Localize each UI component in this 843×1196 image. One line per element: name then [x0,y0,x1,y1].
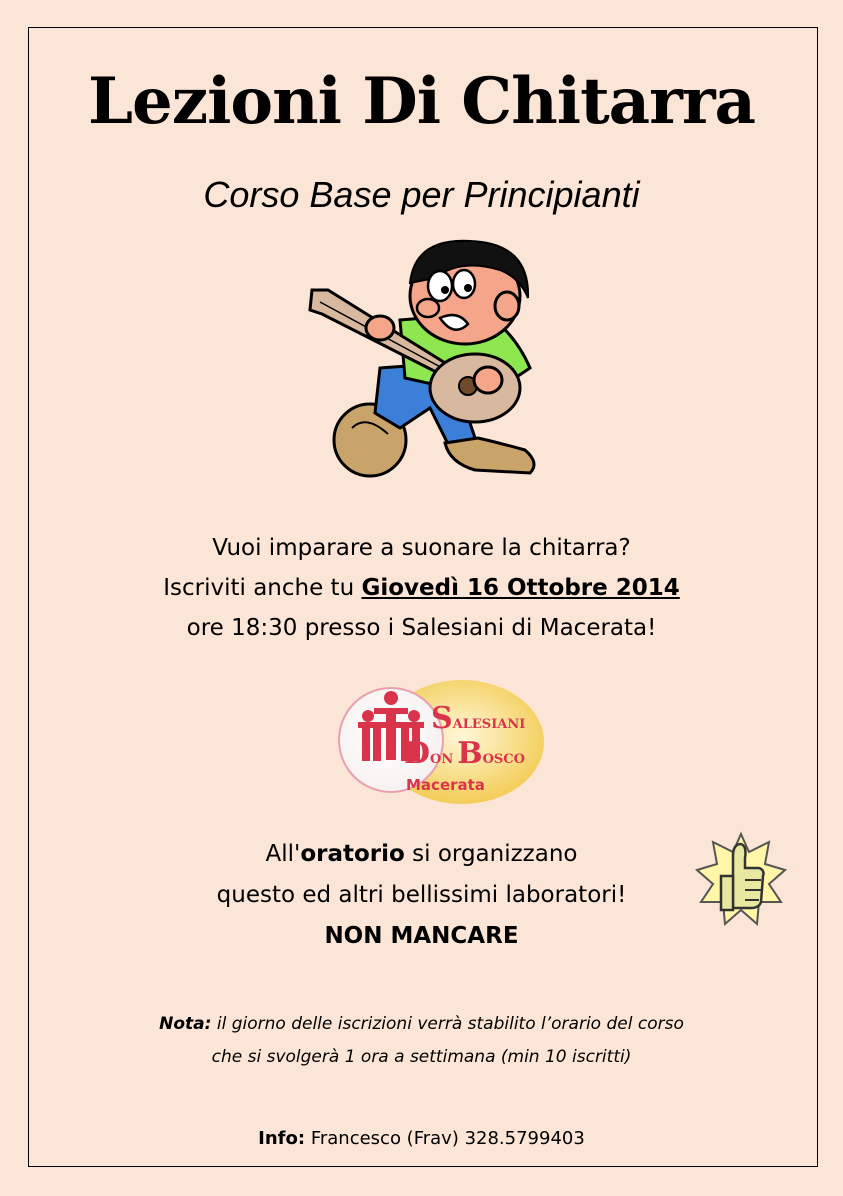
info-text [0,1124,843,1154]
note-line-1-rest: il giorno delle iscrizioni verrà stabilito l’orario del corso [211,1014,684,1034]
salesiani-logo [336,678,546,806]
svg-text:Macerata: Macerata [406,776,485,794]
svg-text:SALESIANI: SALESIANI [431,701,526,736]
thumbs-up-icon [695,826,787,930]
invite-line-3: ore 18:30 presso i Salesiani di Macerata! [186,615,657,641]
poster-subtitle: Corso Base per Principianti [203,174,640,215]
note-line-1 [0,1008,843,1041]
oratorio-suffix: si organizzano [404,841,578,867]
info-label: Info: [258,1128,306,1149]
non-mancare: NON MANCARE [324,923,519,949]
note-line-2: che si svolgerà 1 ora a settimana (min 10 iscritti) [211,1047,632,1067]
note-label: Nota: [159,1014,212,1034]
invite-line-2-prefix: Iscriviti anche tu [163,575,362,601]
info-contact: Francesco (Frav) 328.5799403 [305,1128,585,1149]
oratorio-line-2: questo ed altri bellissimi laboratori! [216,882,627,908]
cartoon-guitar-player-icon [300,238,550,486]
invite-line-1: Vuoi imparare a suonare la chitarra? [212,535,631,561]
oratorio-word: oratorio [300,841,405,867]
oratorio-prefix: All' [265,841,301,867]
event-date: Giovedì 16 Ottobre 2014 [361,575,680,601]
invite-line-2 [0,568,843,608]
invite-text [0,528,843,648]
svg-text:DONBOSCO: DON BOSCO [404,736,525,771]
note-text [0,1008,843,1074]
poster-title: Lezioni Di Chitarra [88,64,755,139]
